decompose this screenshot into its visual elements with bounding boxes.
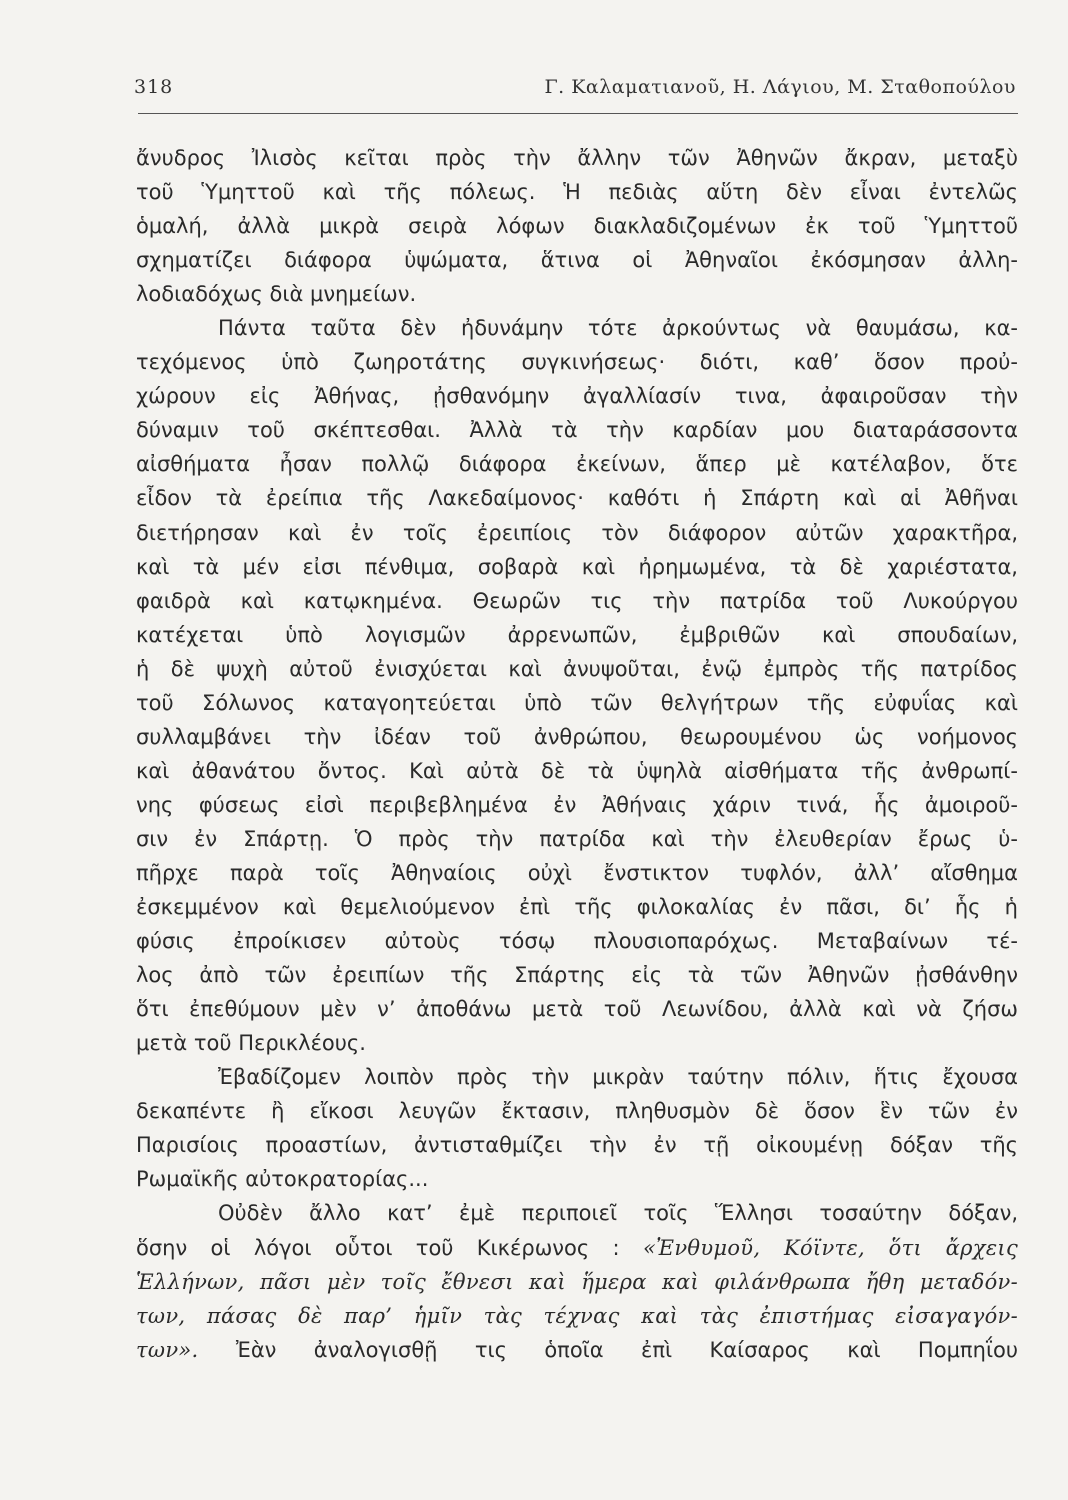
text-line: νης φύσεως εἰσὶ περιβεβλημένα ἐν Ἀθήναις χάριν τινά, ἧς ἀμοιροῦ- <box>136 792 1018 817</box>
cicero-quote: «Ἐνθυμοῦ, Κόϊντε, ὅτι ἄρχεις <box>642 1235 1018 1260</box>
text-line: ἡ δὲ ψυχὴ αὐτοῦ ἐνισχύεται καὶ ἀνυψοῦται, ἐνῷ ἐμπρὸς τῆς πατρίδος <box>136 656 1018 681</box>
text-line: καὶ ἀθανάτου ὄντος. Καὶ αὐτὰ δὲ τὰ ὑψηλὰ αἰσθήματα τῆς ἀνθρωπί- <box>136 758 1018 783</box>
text-line: ἐσκεμμένον καὶ θεμελιούμενον ἐπὶ τῆς φιλοκαλίας ἐν πᾶσι, δι’ ἧς ἡ <box>136 895 1018 920</box>
text-line: κατέχεται ὑπὸ λογισμῶν ἀρρενωπῶν, ἐμβριθῶν καὶ σπουδαίων, <box>136 622 1018 647</box>
text-line: Ρωμαϊκῆς αὐτοκρατορίας... <box>136 1167 429 1192</box>
text-line: χώρουν εἰς Ἀθήνας, ᾐσθανόμην ἀγαλλίασίν τινα, ἀφαιροῦσαν τὴν <box>136 384 1018 409</box>
text-line: λος ἀπὸ τῶν ἐρειπίων τῆς Σπάρτης εἰς τὰ τῶν Ἀθηνῶν ᾐσθάνθην <box>136 963 1018 988</box>
cicero-quote-line: Ἑλλήνων, πᾶσι μὲν τοῖς ἔθνεσι καὶ ἥμερα καὶ φιλάνθρωπα ἤθη μεταδόν- <box>136 1269 1018 1294</box>
cicero-quote-end: των». <box>136 1337 199 1362</box>
text-line: Πάντα ταῦτα δὲν ἠδυνάμην τότε ἀρκούντως νὰ θαυμάσω, κα- <box>218 316 1018 341</box>
text-line: ὅτι ἐπεθύμουν μὲν ν’ ἀποθάνω μετὰ τοῦ Λεωνίδου, ἀλλὰ καὶ νὰ ζήσω <box>136 997 1018 1022</box>
text-line: Οὐδὲν ἄλλο κατ’ ἐμὲ περιποιεῖ τοῖς Ἕλλησι τοσαύτην δόξαν, <box>218 1201 1018 1226</box>
text-line: συλλαμβάνει τὴν ἰδέαν τοῦ ἀνθρώπου, θεωρουμένου ὡς νοήμονος <box>136 724 1018 749</box>
text-line: τοῦ Σόλωνος καταγοητεύεται ὑπὸ τῶν θελγήτρων τῆς εὐφυΐας καὶ <box>136 690 1018 715</box>
text-line: τεχόμενος ὑπὸ ζωηροτάτης συγκινήσεως· διότι, καθ’ ὅσον προὐ- <box>136 350 1018 375</box>
text-line: πῆρχε παρὰ τοῖς Ἀθηναίοις οὐχὶ ἔνστικτον τυφλόν, ἀλλ’ αἴσθημα <box>136 860 1018 885</box>
page-number: 318 <box>134 76 174 98</box>
text-line: σχηματίζει διάφορα ὑψώματα, ἅτινα οἱ Ἀθηναῖοι ἐκόσμησαν ἀλλη- <box>136 248 1018 273</box>
text-line: φαιδρὰ καὶ κατῳκημένα. Θεωρῶν τις τὴν πατρίδα τοῦ Λυκούργου <box>136 588 1018 613</box>
text-line: εἶδον τὰ ἐρείπια τῆς Λακεδαίμονος· καθότι ἡ Σπάρτη καὶ αἱ Ἀθῆναι <box>136 486 1018 511</box>
text-line: λοδιαδόχως διὰ μνημείων. <box>136 282 417 307</box>
text-line: ὁμαλή, ἀλλὰ μικρὰ σειρὰ λόφων διακλαδιζομένων ἐκ τοῦ Ὑμηττοῦ <box>136 214 1018 239</box>
cicero-quote-line: των, πάσας δὲ παρ’ ἡμῖν τὰς τέχνας καὶ τὰς ἐπιστήμας εἰσαγαγόν- <box>136 1303 1018 1328</box>
running-head: Γ. Καλαματιανοῦ, Η. Λάγιου, Μ. Σταθοπούλου <box>544 76 1016 98</box>
text-line: τοῦ Ὑμηττοῦ καὶ τῆς πόλεως. Ἡ πεδιὰς αὕτη δὲν εἶναι ἐντελῶς <box>136 180 1018 205</box>
text-line: διετήρησαν καὶ ἐν τοῖς ἐρειπίοις τὸν διάφορον αὐτῶν χαρακτῆρα, <box>136 520 1018 545</box>
text-line-quote-end <box>136 1333 1018 1367</box>
text-line: φύσις ἐπροίκισεν αὐτοὺς τόσῳ πλουσιοπαρόχως. Μεταβαίνων τέ- <box>136 929 1018 954</box>
text-line: μετὰ τοῦ Περικλέους. <box>136 1031 366 1056</box>
text-line: δύναμιν τοῦ σκέπτεσθαι. Ἀλλὰ τὰ τὴν καρδίαν μου διαταράσσοντα <box>136 418 1018 443</box>
text-line-quote-start <box>136 1231 1018 1265</box>
text-line: καὶ τὰ μέν εἰσι πένθιμα, σοβαρὰ καὶ ἠρημωμένα, τὰ δὲ χαριέστατα, <box>136 554 1018 579</box>
header-rule <box>138 113 1018 114</box>
page-header <box>134 70 1016 110</box>
text-fragment: ὅσην οἱ λόγοι οὗτοι τοῦ Κικέρωνος : <box>136 1235 643 1260</box>
text-line: ἄνυδρος Ἰλισὸς κεῖται πρὸς τὴν ἄλλην τῶν Ἀθηνῶν ἄκραν, μεταξὺ <box>136 146 1018 170</box>
text-line: δεκαπέντε ἢ εἴκοσι λευγῶν ἔκτασιν, πληθυσμὸν δὲ ὅσον ἓν τῶν ἐν <box>136 1099 1018 1124</box>
text-line: Ἐβαδίζομεν λοιπὸν πρὸς τὴν μικρὰν ταύτην πόλιν, ἥτις ἔχουσα <box>218 1065 1018 1090</box>
text-line: αἰσθήματα ἦσαν πολλῷ διάφορα ἐκείνων, ἅπερ μὲ κατέλαβον, ὅτε <box>136 452 1018 477</box>
text-line: σιν ἐν Σπάρτῃ. Ὁ πρὸς τὴν πατρίδα καὶ τὴν ἐλευθερίαν ἔρως ὑ- <box>136 826 1018 851</box>
text-body <box>136 141 1018 1367</box>
text-fragment: Ἐὰν ἀναλογισθῇ τις ὁποῖα ἐπὶ Καίσαρος καὶ Πομπηΐου <box>198 1337 1018 1362</box>
text-line: Παρισίοις προαστίων, ἀντισταθμίζει τὴν ἐν τῇ οἰκουμένῃ δόξαν τῆς <box>136 1133 1018 1158</box>
